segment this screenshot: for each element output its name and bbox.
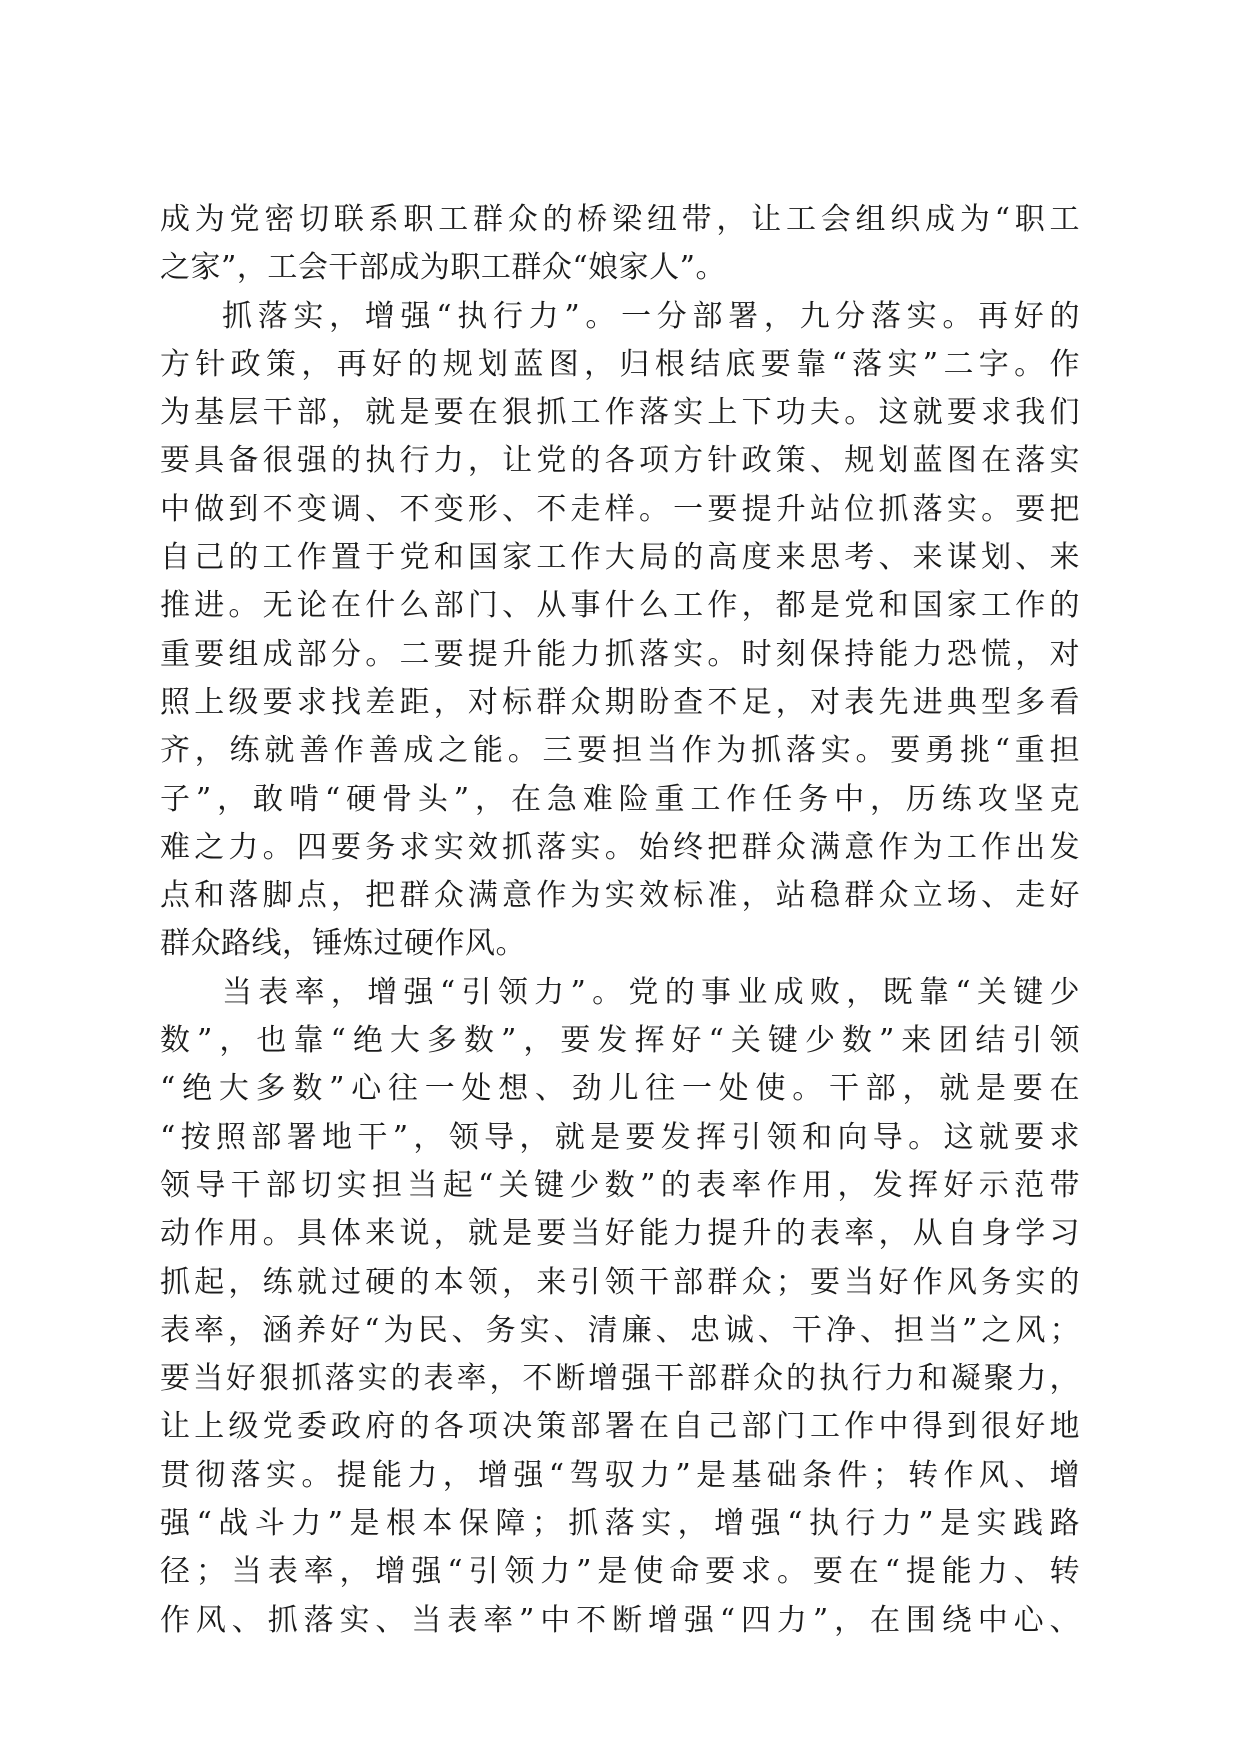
text-line: 强“战斗力”是根本保障；抓落实，增强“执行力”是实践路 [160,1506,1080,1542]
text-line: 贯彻落实。提能力，增强“驾驭力”是基础条件；转作风、增 [160,1457,1080,1493]
text-line: 要当好狠抓落实的表率，不断增强干部群众的执行力和凝聚力， [160,1361,1080,1397]
text-line: “按照部署地干”，领导，就是要发挥引领和向导。这就要求 [160,1119,1080,1155]
text-line: 照上级要求找差距，对标群众期盼查不足，对表先进典型多看 [160,684,1080,720]
text-line: 子”，敢啃“硬骨头”，在急难险重工作任务中，历练攻坚克 [160,781,1080,817]
text-line: 方针政策，再好的规划蓝图，归根结底要靠“落实”二字。作 [160,346,1080,382]
body-text [160,196,1080,1645]
text-line: 点和落脚点，把群众满意作为实效标准，站稳群众立场、走好 [160,878,1080,914]
text-line: 群众路线，锤炼过硬作风。 [160,926,526,962]
text-line: 抓起，练就过硬的本领，来引领干部群众；要当好作风务实的 [160,1264,1080,1300]
text-line: 让上级党委政府的各项决策部署在自己部门工作中得到很好地 [160,1409,1080,1445]
text-line: 径；当表率，增强“引领力”是使命要求。要在“提能力、转 [160,1554,1080,1590]
text-line: 推进。无论在什么部门、从事什么工作，都是党和国家工作的 [160,588,1080,624]
text-line: 动作用。具体来说，就是要当好能力提升的表率，从自身学习 [160,1216,1080,1252]
text-line: 之家”，工会干部成为职工群众“娘家人”。 [160,250,727,286]
text-line: 要具备很强的执行力，让党的各项方针政策、规划蓝图在落实 [160,443,1080,479]
text-line: 抓落实，增强“执行力”。一分部署，九分落实。再好的 [222,298,1080,334]
text-line: 为基层干部，就是要在狠抓工作落实上下功夫。这就要求我们 [160,395,1080,431]
text-line: 领导干部切实担当起“关键少数”的表率作用，发挥好示范带 [160,1167,1080,1203]
text-line: 表率，涵养好“为民、务实、清廉、忠诚、干净、担当”之风； [160,1312,1080,1348]
text-line: 当表率，增强“引领力”。党的事业成败，既靠“关键少 [222,974,1080,1010]
text-line: “绝大多数”心往一处想、劲儿往一处使。干部，就是要在 [160,1071,1080,1107]
text-line: 齐，练就善作善成之能。三要担当作为抓落实。要勇挑“重担 [160,733,1080,769]
text-line: 自己的工作置于党和国家工作大局的高度来思考、来谋划、来 [160,540,1080,576]
text-line: 数”，也靠“绝大多数”，要发挥好“关键少数”来团结引领 [160,1023,1080,1059]
text-line: 重要组成部分。二要提升能力抓落实。时刻保持能力恐慌，对 [160,636,1080,672]
text-line: 难之力。四要务求实效抓落实。始终把群众满意作为工作出发 [160,829,1080,865]
text-line: 成为党密切联系职工群众的桥梁纽带，让工会组织成为“职工 [160,202,1080,237]
text-line: 中做到不变调、不变形、不走样。一要提升站位抓落实。要把 [160,491,1080,527]
text-line: 作风、抓落实、当表率”中不断增强“四力”，在围绕中心、 [160,1602,1080,1638]
